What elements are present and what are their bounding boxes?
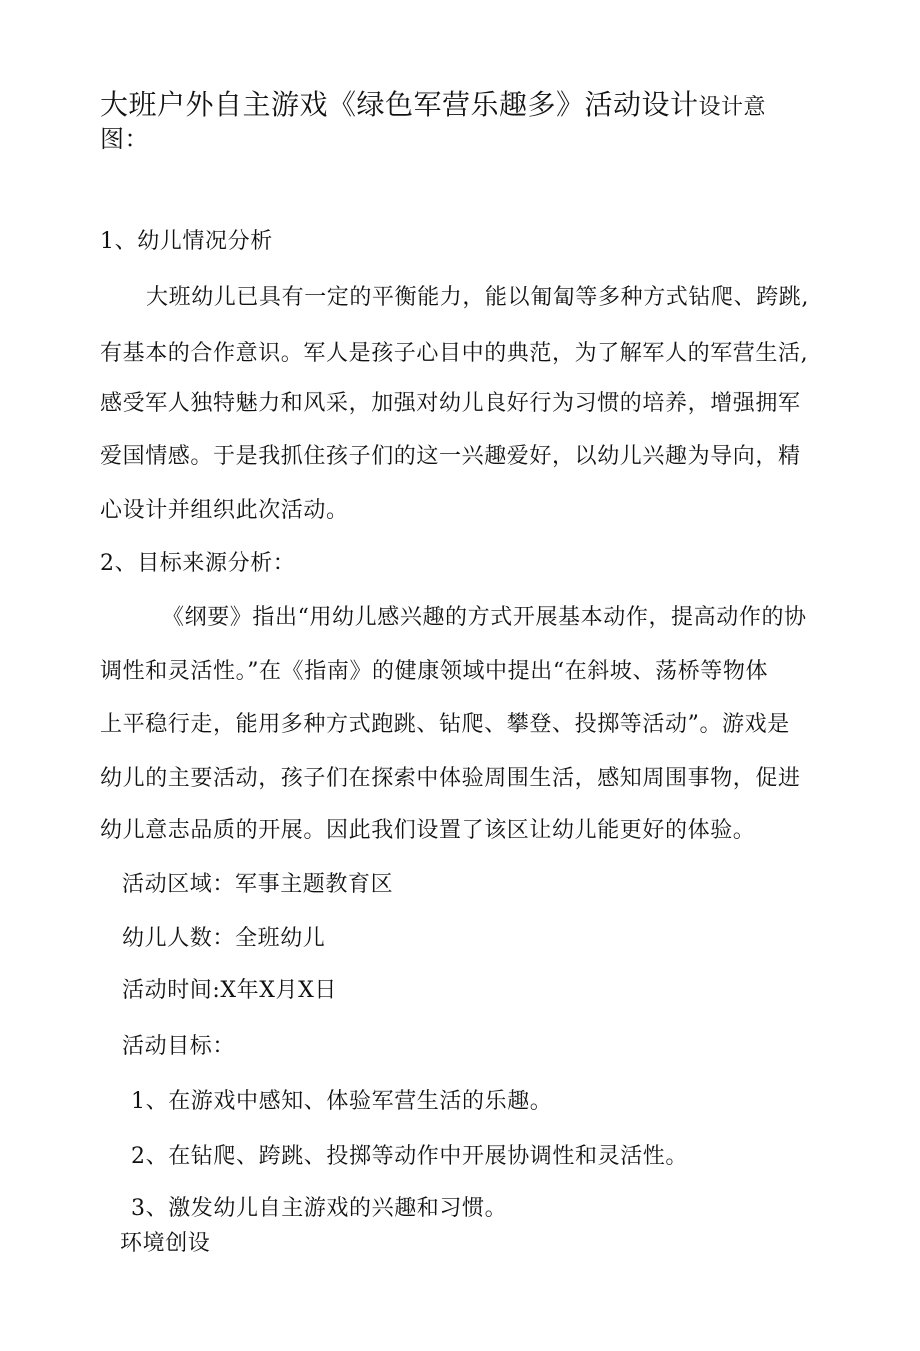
title-main: 大班户外自主游戏《绿色军营乐趣多》活动设计 xyxy=(100,88,699,121)
child-count: 幼儿人数：全班幼儿 xyxy=(122,926,326,951)
document-title xyxy=(100,88,766,125)
section-heading-1: 1、幼儿情况分析 xyxy=(100,229,273,254)
paragraph-line: 爱国情感。于是我抓住孩子们的这一兴趣爱好，以幼儿兴趣为导向，精 xyxy=(100,444,801,469)
activity-time: 活动时间:X年X月X日 xyxy=(122,978,337,1003)
section-heading-2: 2、目标来源分析： xyxy=(100,551,296,576)
paragraph-line: 感受军人独特魅力和风采，加强对幼儿良好行为习惯的培养，增强拥军 xyxy=(100,391,801,416)
paragraph-line: 幼儿意志品质的开展。因此我们设置了该区让幼儿能更好的体验。 xyxy=(100,818,756,843)
title-suffix: 设计意 xyxy=(698,95,767,120)
goal-item: 1、在游戏中感知、体验军营生活的乐趣。 xyxy=(131,1089,553,1114)
title-line-2: 图： xyxy=(100,125,149,153)
paragraph-line: 有基本的合作意识。军人是孩子心目中的典范，为了解军人的军营生活, xyxy=(100,341,809,366)
environment-heading: 环境创设 xyxy=(120,1231,211,1256)
paragraph-line: 大班幼儿已具有一定的平衡能力，能以匍匐等多种方式钻爬、跨跳, xyxy=(146,285,809,310)
goal-item: 2、在钻爬、跨跳、投掷等动作中开展协调性和灵活性。 xyxy=(131,1144,688,1169)
activity-area: 活动区域：军事主题教育区 xyxy=(122,872,394,897)
goal-item: 3、激发幼儿自主游戏的兴趣和习惯。 xyxy=(131,1196,508,1221)
paragraph-line: 幼儿的主要活动，孩子们在探索中体验周围生活，感知周围事物，促进 xyxy=(100,766,801,791)
paragraph-line: 心设计并组织此次活动。 xyxy=(100,498,349,523)
paragraph-line: 上平稳行走，能用多种方式跑跳、钻爬、攀登、投掷等活动”。游戏是 xyxy=(100,712,790,737)
goals-label: 活动目标： xyxy=(122,1034,236,1059)
paragraph-line: 《纲要》指出“用幼儿感兴趣的方式开展基本动作，提高动作的协 xyxy=(162,605,807,630)
paragraph-line: 调性和灵活性。”在《指南》的健康领域中提出“在斜坡、荡桥等物体 xyxy=(100,659,769,684)
